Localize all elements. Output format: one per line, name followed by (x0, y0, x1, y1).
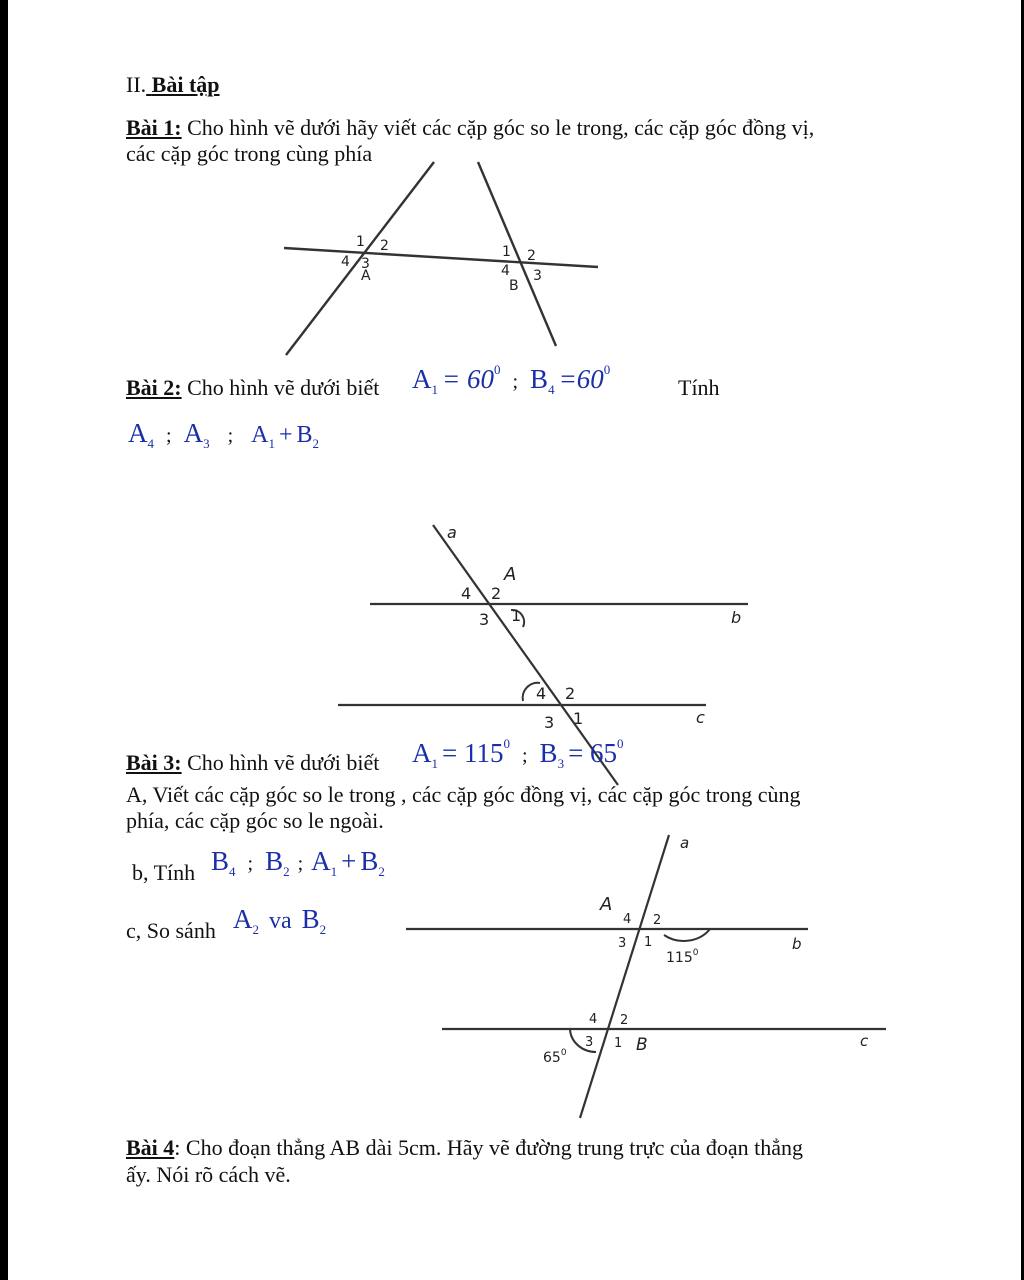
bai2-text: Cho hình vẽ dưới biết (187, 375, 380, 400)
fig2-point-A: A (504, 564, 517, 585)
fig2-B1: 1 (573, 709, 584, 728)
fig3-label-b: b (792, 935, 802, 953)
fig1-B4: 4 (501, 263, 510, 279)
bai4-line1 (126, 1135, 803, 1161)
fig1-A3: 3 (361, 256, 370, 272)
fig2-label-b: b (731, 608, 742, 627)
bai1-line1 (126, 115, 814, 141)
fig3-line-a (580, 835, 669, 1118)
fig2-A4: 4 (461, 584, 472, 603)
fig2-B4: 4 (536, 684, 547, 703)
bai2-eq60b: =60 (558, 364, 604, 394)
bai3-partB-expr: $B_4$ ; $B_2$ ; $A_1 + B_2$ (211, 846, 385, 879)
bai1-line2: các cặp góc trong cùng phía (126, 141, 373, 166)
bai2-line1 (126, 375, 379, 401)
left-border (0, 0, 8, 1280)
bai3-partA-line1: A, Viết các cặp góc so le trong , các cặp góc đồng vị, các cặp góc trong cùng (126, 782, 801, 807)
fig3-arc-115 (664, 929, 710, 941)
fig3-angle-115: $115^0$ (666, 948, 699, 966)
fig2-label-c: c (696, 708, 705, 727)
figure-1 (270, 160, 610, 360)
fig2-label-a: a (447, 523, 457, 542)
bai3-eq115: = 115 (442, 738, 504, 768)
fig3-label-a: a (680, 834, 690, 852)
fig3-point-B: B (636, 1035, 648, 1055)
fig2-A2: 2 (491, 584, 502, 603)
bai4-label: Bài 4 (126, 1135, 175, 1160)
section-title: Bài tập (151, 72, 220, 97)
bai3-eq65: = 65 (568, 738, 618, 768)
fig1-A2: 2 (380, 238, 389, 254)
bai2-tinh: Tính (678, 375, 720, 400)
fig3-A3: 3 (618, 936, 627, 951)
bai1-text: Cho hình vẽ dưới hãy viết các cặp góc so le trong, các cặp góc đồng vị, (187, 115, 815, 140)
bai3-label: Bài 3: (126, 750, 182, 775)
fig1-A4: 4 (341, 254, 350, 270)
bai3-line1 (126, 750, 379, 776)
fig3-angle-65: $65^0$ (543, 1048, 567, 1066)
bai4-line2: ấy. Nói rõ cách vẽ. (126, 1162, 291, 1187)
bai2-B: B (530, 364, 549, 394)
section-heading (126, 72, 220, 98)
bai2-find: $A_4$ ; $A_3$ ; $A_1 + B_2$ (128, 418, 320, 451)
bai2-A: A (412, 364, 432, 394)
fig2-A3: 3 (479, 610, 490, 629)
bai2-given: $A_1 = 60^0$ ; $B_4 =60^0$ (412, 362, 611, 397)
fig3-A1: 1 (644, 935, 653, 950)
bai2-label: Bài 2: (126, 375, 182, 400)
fig1-transversal-line (284, 248, 598, 267)
fig1-point-A: A (361, 268, 371, 284)
fig1-B3: 3 (533, 268, 542, 284)
fig2-B3: 3 (544, 713, 555, 732)
fig1-point-B: B (509, 278, 519, 294)
fig3-point-A: A (600, 894, 613, 915)
fig1-line-b (478, 162, 556, 346)
fig2-B2: 2 (565, 684, 576, 703)
fig1-line-a (286, 162, 434, 355)
section-number: II. (126, 72, 147, 97)
bai3-partC: c, So sánh (126, 918, 216, 943)
bai2-eq60: = 60 (442, 364, 494, 394)
bai3-partB: b, Tính (132, 860, 196, 885)
figure-3 (400, 830, 890, 1125)
fig1-B1: 1 (502, 244, 511, 260)
bai3-partA-line2: phía, các cặp góc so le ngoài. (126, 808, 384, 833)
fig3-label-c: c (860, 1032, 869, 1050)
fig3-B4: 4 (589, 1012, 598, 1027)
fig3-B1: 1 (614, 1036, 623, 1051)
fig3-A4: 4 (623, 912, 632, 927)
bai4-text: : Cho đoạn thẳng AB dài 5cm. Hãy vẽ đường trung trực của đoạn thẳng (174, 1135, 804, 1160)
fig3-B3: 3 (585, 1035, 594, 1050)
bai3-text: Cho hình vẽ dưới biết (187, 750, 380, 775)
bai3-partC-expr: $A_2$ va $B_2$ (233, 904, 327, 937)
fig2-A1: 1 (511, 606, 522, 625)
fig3-B2: 2 (620, 1013, 629, 1028)
bai3-given: $A_1 = 115^0$ ; $B_3 = 65^0$ (412, 736, 624, 771)
fig3-A2: 2 (653, 913, 662, 928)
fig1-A1: 1 (356, 234, 365, 250)
fig1-B2: 2 (527, 248, 536, 264)
bai1-label: Bài 1: (126, 115, 182, 140)
